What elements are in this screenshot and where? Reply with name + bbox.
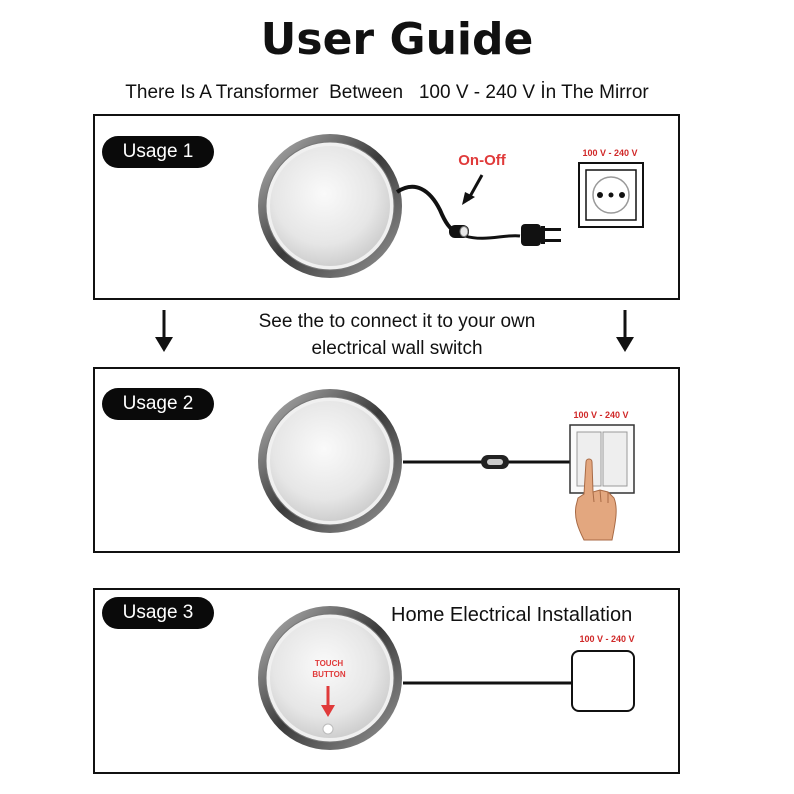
inline-switch-icon (448, 222, 470, 242)
round-mirror-icon (255, 386, 405, 536)
mirror-cable (403, 452, 573, 472)
usage-2-badge: Usage 2 (102, 388, 214, 420)
touch-button-label (289, 658, 369, 680)
touch-button-line-2: BUTTON (312, 670, 346, 679)
plug-icon (515, 220, 565, 250)
usage-3-voltage: 100 V - 240 V (579, 634, 635, 644)
round-mirror-icon (255, 131, 405, 281)
power-socket-icon (578, 162, 644, 228)
touch-button-icon[interactable] (322, 723, 334, 735)
on-off-label: On-Off (458, 152, 506, 169)
right-down-arrow-icon (613, 309, 637, 353)
connector-note (197, 308, 597, 362)
touch-arrow-icon (320, 686, 336, 718)
hand-icon (572, 458, 620, 542)
connector-note-line-1: See the to connect it to your own (258, 311, 536, 332)
connector-note-line-2: electrical wall switch (311, 338, 483, 359)
usage-3-badge: Usage 3 (102, 597, 214, 629)
wall-switch-icon (570, 649, 636, 713)
installation-label: Home Electrical Installation (391, 604, 633, 626)
usage-2-voltage: 100 V - 240 V (573, 410, 629, 420)
left-down-arrow-icon (152, 309, 176, 353)
on-off-arrow-icon (460, 172, 488, 208)
page-subtitle: There Is A Transformer Between 100 V - 240 V İn The Mirror (125, 82, 649, 103)
page-title: User Guide (260, 14, 534, 65)
usage-1-voltage: 100 V - 240 V (582, 148, 638, 158)
touch-button-line-1: TOUCH (314, 659, 344, 668)
mirror-cable (403, 678, 573, 688)
usage-1-badge: Usage 1 (102, 136, 214, 168)
